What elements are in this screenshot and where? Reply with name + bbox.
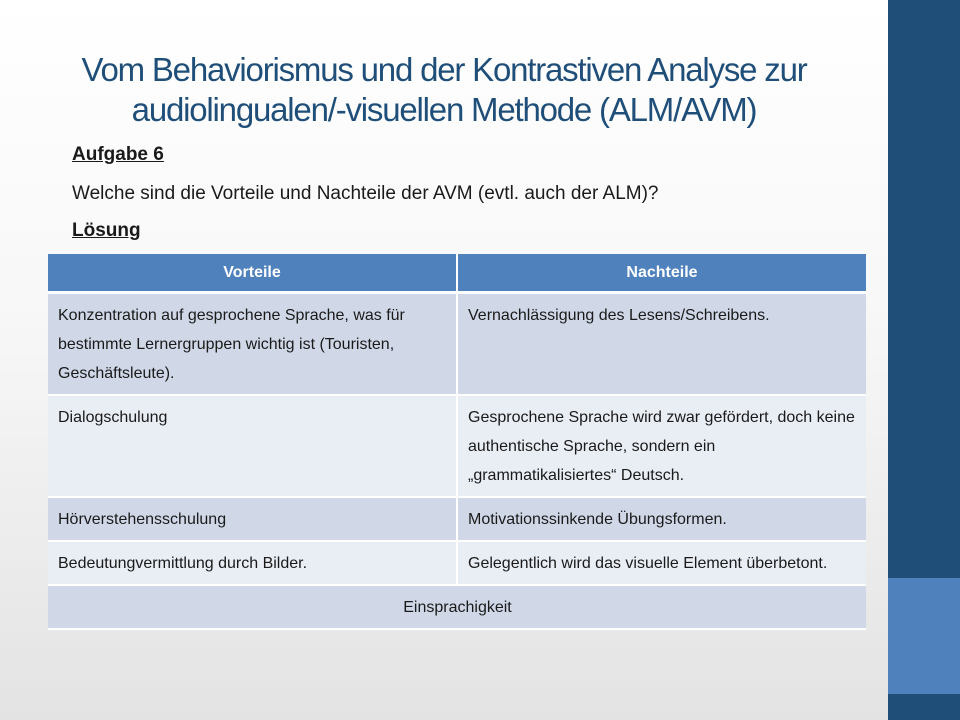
table-header-row [48,254,866,293]
nachteil-cell: Gelegentlich wird das visuelle Element überbetont. [457,541,866,585]
table-row [48,395,866,497]
slide-title-line-2: audiolingualen/-visuellen Methode (ALM/AVM) [131,91,757,128]
vorteil-cell: Dialogschulung [48,395,457,497]
table-row [48,497,866,541]
side-band-accent [888,578,960,694]
table-row [48,293,866,396]
task-question: Welche sind die Vorteile und Nachteile der AVM (evtl. auch der ALM)? [72,183,659,204]
vorteil-cell: Bedeutungvermittlung durch Bilder. [48,541,457,585]
table-footer-row [48,585,866,629]
task-heading: Aufgabe 6 [72,144,164,165]
nachteil-cell: Vernachlässigung des Lesens/Schreibens. [457,293,866,396]
solution-heading: Lösung [72,220,141,241]
slide-title-line-1: Vom Behaviorismus und der Kontrastiven Analyse zur [81,51,807,88]
slide-title [40,50,848,130]
nachteil-cell: Motivationssinkende Übungsformen. [457,497,866,541]
vorteil-cell: Hörverstehensschulung [48,497,457,541]
comparison-table [48,254,866,630]
header-nachteile: Nachteile [457,254,866,293]
footer-cell: Einsprachigkeit [48,585,866,629]
header-vorteile: Vorteile [48,254,457,293]
table-row [48,541,866,585]
vorteil-cell: Konzentration auf gesprochene Sprache, was für bestimmte Lernergruppen wichtig ist (Touristen, Geschäftsleute). [48,293,457,396]
nachteil-cell: Gesprochene Sprache wird zwar gefördert, doch keine authentische Sprache, sondern ein „grammatikalisiertes“ Deutsch. [457,395,866,497]
